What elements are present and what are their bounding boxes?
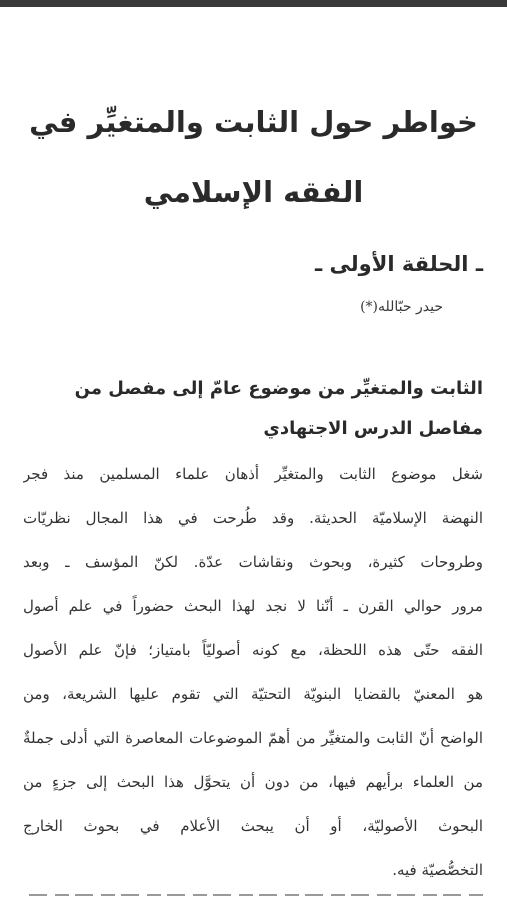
paragraph-line: الفقه حتّى هذه اللحظة، مع كونه أصوليّاً بامتياز؛ فإنّ علم الأصول bbox=[23, 641, 483, 659]
paragraph-line: التخصُّصيّة فيه. bbox=[392, 861, 483, 879]
paragraph-line: من العلماء برأيهم فيها، من دون أن يتحوَّل هذا البحث إلى جزءٍ من bbox=[23, 773, 483, 791]
section-heading-line-1: الثابت والمتغيِّر من موضوع عامّ إلى مفصل من bbox=[74, 378, 483, 399]
paragraph-line: مرور حوالي القرن ـ أنّنا لا نجد لهذا البحث حضوراً في علم أصول bbox=[23, 597, 483, 615]
section-heading bbox=[23, 369, 483, 449]
next-line-cutoff bbox=[23, 894, 483, 900]
author-name: حيدر حبّالله(*) bbox=[360, 299, 443, 315]
paragraph-line: الواضح أنّ الثابت والمتغيِّر من أهمّ الموضوعات المعاصرة التي أدلى جملةٌ bbox=[23, 729, 483, 747]
section-heading-line-2: مفاصل الدرس الاجتهادي bbox=[263, 418, 483, 439]
top-bar bbox=[0, 0, 507, 7]
title-line-2: الفقه الإسلامي bbox=[143, 175, 364, 209]
title-line-1: خواطر حول الثابت والمتغيِّر في bbox=[29, 105, 478, 139]
paragraph-line: وطروحات كثيرة، وبحوث ونقاشات عدّة. لكنّ المؤسف ـ وبعد bbox=[23, 553, 483, 571]
episode-label: ـ الحلقة الأولى ـ bbox=[315, 252, 483, 276]
body-paragraph bbox=[23, 452, 483, 892]
paragraph-line: هو المعنيّ بالقضايا البنويّة التحتيّة التي تقوم عليها الشريعة، ومن bbox=[23, 685, 483, 703]
paragraph-line: شغل موضوع الثابت والمتغيِّر أذهان علماء المسلمين منذ فجر bbox=[23, 465, 483, 483]
document-page bbox=[0, 7, 507, 900]
article-title bbox=[20, 87, 487, 227]
paragraph-line: البحوث الأصوليّة، أو أن يبحث الأعلام في بحوث الخارج bbox=[23, 817, 483, 835]
paragraph-line: النهضة الإسلاميّة الحديثة. وقد طُرحت في هذا المجال نظريّات bbox=[23, 509, 483, 527]
